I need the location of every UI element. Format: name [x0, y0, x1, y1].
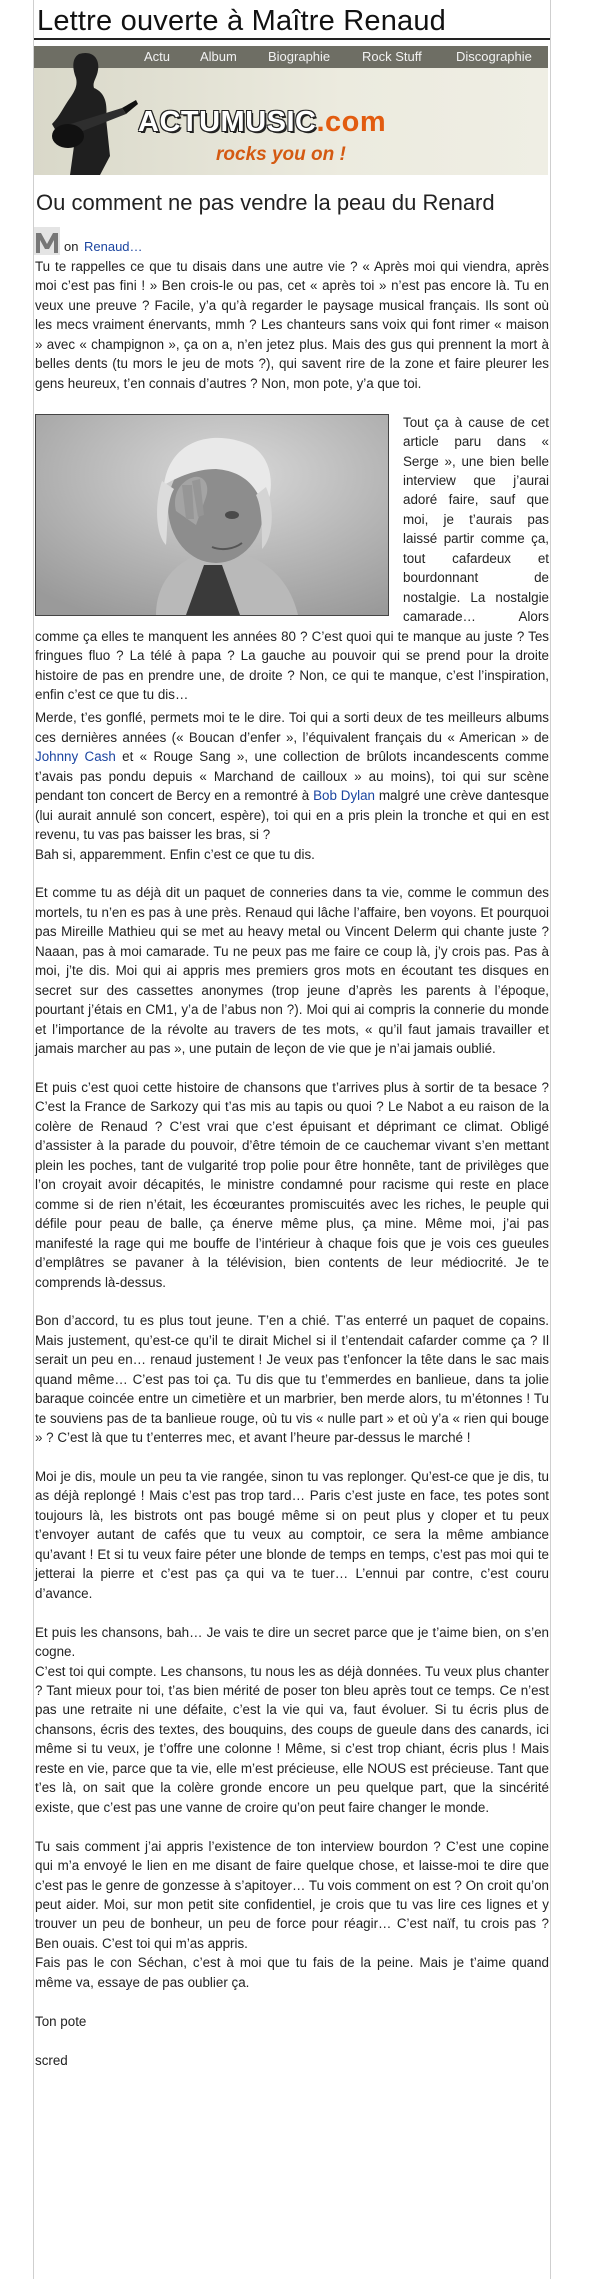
paragraph: Merde, t’es gonflé, permets moi te le dire. Toi qui a sorti deux de tes meilleurs albums ces dernières années (« Boucan d’enfer », l’équivalent français du « American » de Johnny Cash et « Rouge Sang », une collection de brûlots incandescents comme t’avais pas pondu depuis « Marchand de cailloux » au moins), toi qui sur scène pendant ton concert de Bercy en a remontré à Bob Dylan malgré une crève dantesque (lui aurait annulé son concert, espère), toi qui en a pris plein la tronche et qui en est revenu, tu vas pas baisser les bras, si ?: [35, 710, 549, 843]
paragraph: Moi je dis, moule un peu ta vie rangée, sinon tu vas replonger. Qu’est-ce que je dis, tu as déjà replongé ! Mais c’est pas trop tard… Paris c’est juste en face, tes potes sont toujours là, les bistrots ont pas bougé même si on peut plus y cloper et tu peux t’envoyer autant de cafés que tu veux au comptoir, ce sera la même ambiance qu’avant ! Et si tu veux faire péter une blonde de temps en temps, c’est pas moi qui te jetterai la pierre et c’est pas ça qui va te tuer… L’ennui par contre, c’est couru d’avance.: [35, 1469, 549, 1601]
paragraph: Et puis les chansons, bah… Je vais te dire un secret parce que je t’aime bien, on s’en cogne.: [35, 1624, 549, 1660]
guitarist-silhouette-icon: [34, 46, 144, 175]
bob-dylan-link[interactable]: Bob Dylan: [313, 788, 376, 804]
johnny-cash-link[interactable]: Johnny Cash: [35, 749, 116, 765]
nav-item-rock-stuff[interactable]: Rock Stuff: [362, 49, 422, 64]
paragraph: Bah si, apparemment. Enfin c’est ce que tu dis.: [35, 846, 315, 862]
brand-logo: ACTUMUSIC.com: [138, 106, 387, 138]
paragraph: C’est toi qui compte. Les chansons, tu nous les as déjà données. Tu veux plus chanter ? Tant mieux pour toi, t’as bien mérité de poser ton bleu après tout ce temps. Ce n’est pas une retraite ni une défaite, c’est la vie qui va, faut évoluer. Si tu écris plus de chansons, écris des textes, des bouquins, des coups de gueule dans des canards, ici même si tu veux, je t’offre une colonne ! Même, si c’est trop chiant, écris plus ! Mais reste en vie, parce que ta vie, elle m’est précieuse, elle NOUS est précieuse. Tant que t’es là, on sait que la colère gronde encore un peu quelque part, que la sincérité existe, que c’est pas une vanne de croire qu’on peut faire changer le monde.: [35, 1663, 549, 1815]
byline-on: on: [64, 239, 79, 254]
nav-item-actu[interactable]: Actu: [144, 49, 171, 64]
post-title[interactable]: Ou comment ne pas vendre la peau du Renard: [36, 190, 495, 215]
post-byline: [34, 227, 550, 257]
nav-item-album[interactable]: Album: [200, 49, 237, 64]
category-link[interactable]: Renaud…: [84, 239, 143, 254]
post-content: [34, 257, 550, 2070]
site-title[interactable]: Lettre ouverte à Maître Renaud: [34, 0, 550, 40]
header-banner[interactable]: [34, 46, 548, 175]
paragraph: Et puis c’est quoi cette histoire de chansons que t’arrives plus à sortir de ta besace ? C’est la France de Sarkozy qui t’as mis au tapis ou quoi ? Le Nabot a eu raison de la colère de Renaud ? C’est vrai que c’est épuisant et déprimant ce climat. Obligé d’assister à la parade du pouvoir, d’être témoin de ce cauchemar vivant s’en mettant plein les poches, tant de vulgarité trop polie pour être honnête, tant de privilèges que l’on croyait avoir décapités, le ministre condamné pour racisme qui reste en place comme si de rien n’était, les écœurantes promiscuités avec les riches, le peuple qui défile pour peau de balle, ça énerve même plus, ça mine. Même moi, j’ai pas manifesté la rage qui me bouffe de l’intérieur à chaque fois que je vois ces gueules d’emplâtres se pavaner à la télévision, bien contents de leur médiocrité. Je te comprends là-dessus.: [35, 1079, 549, 1290]
nav-item-discographie[interactable]: Discographie: [456, 49, 532, 64]
paragraph: Et comme tu as déjà dit un paquet de conneries dans ta vie, comme le commun des mortels, tu n’en es pas à une près. Renaud qui lâche l’affaire, ben voyons. Et pourquoi pas Mireille Mathieu qui se met au heavy metal ou Vincent Delerm qui chante juste ? Naaan, pas à moi camarade. Tu ne peux pas me faire ce coup là, j’y crois pas. Pas à moi, j’te dis. Moi qui ai appris mes premiers gros mots en écoutant tes disques en secret sur des cassettes anonymes (trop jeune d’après les parents à l’époque, pourtant j’étais en CM1, y’a de l’abus non ?). Moi qui ai compris la connerie du monde et l’importance de la révolte au travers de tes mots, « qu’il faut jamais travailler et jamais marcher au pas », une putain de leçon de vie que je n’ai jamais oublié.: [35, 885, 549, 1057]
paragraph: Tu te rappelles ce que tu disais dans une autre vie ? « Après moi qui viendra, après moi c’est pas fini ! » Ben crois-le ou pas, cet « après toi » n’est pas encore là. Tu en veux une preuve ? Facile, y’a qu’à regarder le paysage musical français. Ils sont où les mecs vraiment énervants, mmh ? Les chanteurs sans voix qui font rimer « maison » avec « champignon », ça on a, n’en jetez plus. Mais des gus qui prennent la mort à belles dents (tu mors le jeu de mots ?), qui savent rire de la zone et faire pleurer les gens heureux, t’en connais d’autres ? Non, mon pote, y’a que toi.: [35, 259, 549, 391]
paragraph: Tout ça à cause de cet article paru dans « Serge », une bien belle interview que j’aurai adoré faire, sauf que moi, je t’aurais pas laissé partir comme ça, tout cafardeux et bourdonnant de nostalgie. La nostalgie camarade… Alors comme ça elles te manquent les années 80 ? C’est quoi qui te manque au juste ? Tes fringues fluo ? La télé à papa ? La gauche au pouvoir qui se prend pour la droite histoire de pas en prendre une, de droite ? Non, ce qui te manque, c’est l’inspiration, enfin c’est ce que tu dis…: [35, 414, 549, 702]
nav-item-biographie[interactable]: Biographie: [268, 49, 331, 64]
closing-line: Ton pote: [35, 2013, 87, 2029]
page: [33, 0, 551, 2279]
signature: scred: [35, 2052, 68, 2068]
renaud-photo: [35, 414, 389, 616]
brand-tagline: rocks you on !: [216, 144, 346, 165]
paragraph: Tu sais comment j’ai appris l’existence de ton interview bourdon ? C’est une copine qui m’a envoyé le lien en me disant de faire quelque chose, et laisse-moi te dire que c’est pas le genre de gonzesse à s’apitoyer… Tu vois comment on est ? On croit qu’on peut aider. Moi, sur mon petit site confidentiel, je crois que tu vas lire ces lignes et y trouver un peu de bonheur, un peu de force pour réagir… C’est naïf, tu crois pas ? Ben ouais. C’est toi qui m’as appris.: [35, 1838, 549, 1951]
paragraph: Bon d’accord, tu es plus tout jeune. T’en a chié. T’as enterré un paquet de copains. Mais justement, qu’est-ce qu’il te dirait Michel si il t’entendait cafarder comme ça ? Il serait un peu en… renaud justement ! Je veux pas t’enfoncer la tête dans le sac mais quand même… C’est pas toi ça. Tu dis que tu t’emmerdes en banlieue, dans ta jolie baraque coincée entre un cimetière et un marbrier, ben merde alors, tu m’étonnes ! Tu te souviens pas de ta banlieue rouge, où tu vis « nulle part » et où y’a « rien qui bouge » ? C’est là que tu t’enterres mec, et avant l’heure par-dessus le marché !: [35, 1313, 549, 1446]
author-avatar-icon: [34, 227, 60, 255]
paragraph: Fais pas le con Séchan, c’est à moi que tu fais de la peine. Mais je t’aime quand même va, essaye de pas oublier ça.: [35, 1955, 549, 1990]
